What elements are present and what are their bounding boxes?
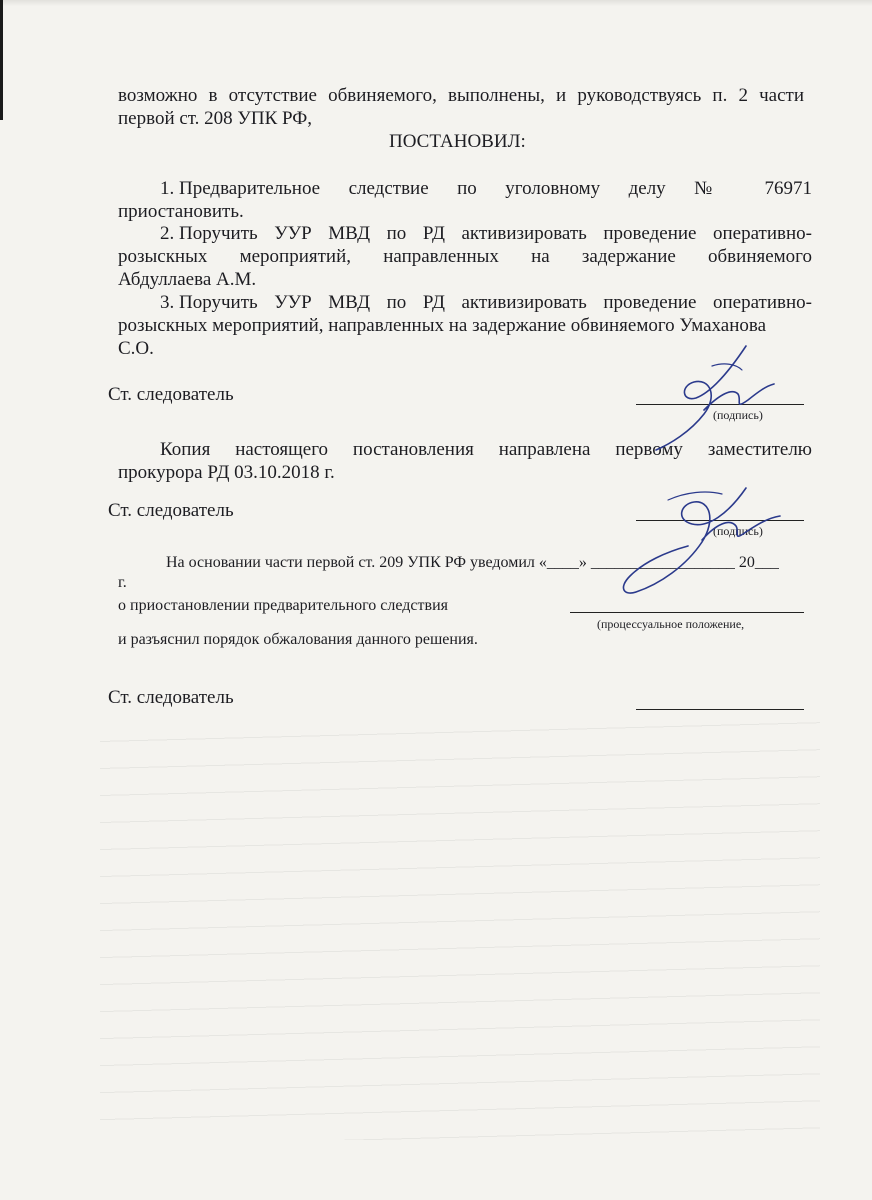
signatory-role: Ст. следователь bbox=[108, 687, 234, 708]
signatory-role: Ст. следователь bbox=[108, 500, 234, 521]
status-line bbox=[570, 612, 804, 613]
scan-shadow bbox=[0, 0, 872, 6]
intro-line-1: возможно в отсутствие обвиняемого, выполнены, и руководствуясь п. 2 части bbox=[118, 85, 804, 106]
bleed-through-text bbox=[100, 720, 820, 1140]
copy-notice-line-1: Копия настоящего постановления направлена первому заместителю bbox=[160, 439, 812, 460]
handwritten-signature-2 bbox=[596, 480, 796, 600]
signature-caption: (подпись) bbox=[713, 408, 763, 422]
signature-caption: (подпись) bbox=[713, 524, 763, 538]
item-3-line-1: Поручить УУР МВД по РД активизировать проведение оперативно- bbox=[179, 292, 812, 313]
signatory-role: Ст. следователь bbox=[108, 384, 234, 405]
intro-line-2: первой ст. 208 УПК РФ, bbox=[118, 108, 313, 129]
item-1-line-1: Предварительное следствие по уголовному делу № 76971 bbox=[179, 178, 812, 199]
notification-line-1: На основании части первой ст. 209 УПК РФ уведомил «____» __________________ 20___ bbox=[166, 554, 779, 571]
notification-line-4: и разъяснил порядок обжалования данного решения. bbox=[118, 631, 478, 648]
status-caption: (процессуальное положение, bbox=[597, 617, 745, 631]
item-number: 1. bbox=[160, 178, 175, 199]
notification-line-3: о приостановлении предварительного следствия bbox=[118, 597, 448, 614]
signature-line bbox=[636, 709, 804, 710]
copy-notice-line-2: прокурора РД 03.10.2018 г. bbox=[118, 462, 335, 483]
decision-heading: ПОСТАНОВИЛ: bbox=[389, 131, 526, 152]
item-1-line-2: приостановить. bbox=[118, 201, 244, 222]
item-number: 3. bbox=[160, 292, 175, 313]
handwritten-signature-1 bbox=[620, 340, 800, 460]
item-2-line-1: Поручить УУР МВД по РД активизировать проведение оперативно- bbox=[179, 223, 812, 244]
item-2-line-3: Абдуллаева А.М. bbox=[118, 269, 257, 290]
item-2-line-2: розыскных мероприятий, направленных на задержание обвиняемого bbox=[118, 246, 812, 267]
notification-line-2: г. bbox=[118, 574, 127, 591]
item-3-line-3: С.О. bbox=[118, 338, 154, 359]
item-3-line-2: розыскных мероприятий, направленных на задержание обвиняемого Умаханова bbox=[118, 315, 767, 336]
item-number: 2. bbox=[160, 223, 175, 244]
scan-edge bbox=[0, 0, 3, 120]
